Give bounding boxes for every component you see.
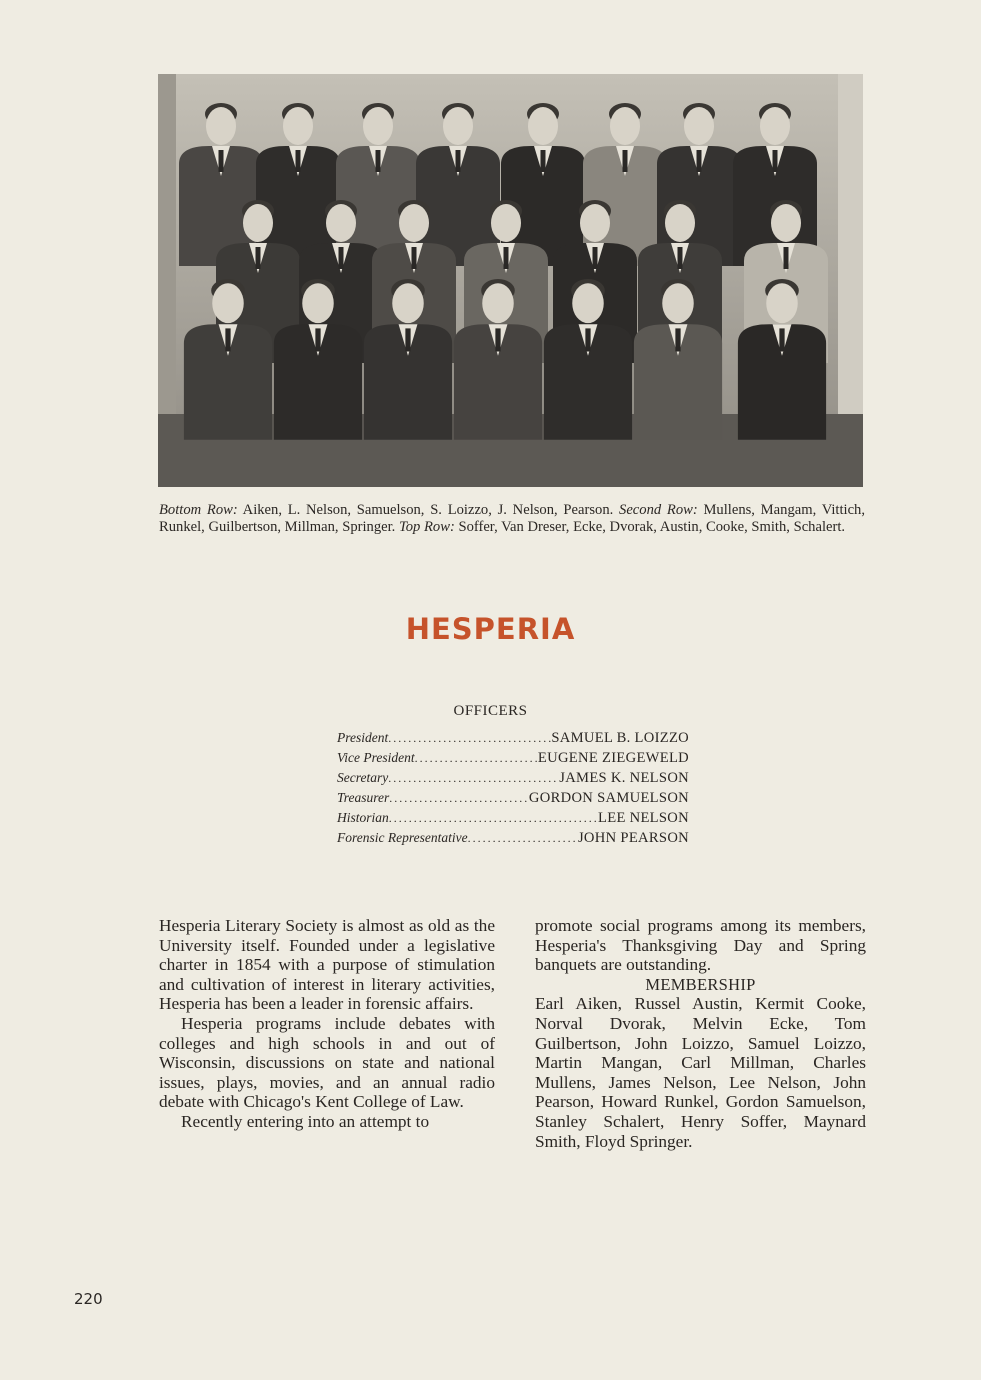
leader-dots <box>415 748 538 768</box>
officer-role: Secretary <box>337 770 389 785</box>
body-paragraph-2: Hesperia programs include debates with colleges and high schools in and out of Wisconsin, discussions on state and national issues, plays, movies, and an annual radio debate with Chicago's Kent College of Law. <box>159 1013 495 1112</box>
bottom-row-label: Bottom Row: <box>159 502 238 518</box>
officer-row <box>337 828 689 848</box>
officer-role: Forensic Representative <box>337 830 468 845</box>
body-right-column <box>535 916 866 1151</box>
officer-name: SAMUEL B. LOIZZO <box>551 730 689 746</box>
second-row-names: Mullens, Mangam, Vittich, Runkel, Guilbertson, Millman, Springer. <box>159 502 865 535</box>
body-paragraph-1: Hesperia Literary Society is almost as old as the University itself. Founded under a legislative charter in 1854 with a purpose of stimulation and cultivation of interest in literary activities, Hesperia has been a leader in forensic affairs. <box>159 916 495 1014</box>
leader-dots <box>468 828 578 848</box>
officer-name: GORDON SAMUELSON <box>528 790 689 806</box>
officer-role: Historian <box>337 810 389 825</box>
leader-dots <box>389 788 529 808</box>
officer-name: EUGENE ZIEGEWELD <box>537 750 689 766</box>
officer-row <box>337 748 689 768</box>
second-row-label: Second Row: <box>619 502 698 518</box>
body-paragraph-3-continued: promote social programs among its members, Hesperia's Thanksgiving Day and Spring banquets are outstanding. <box>535 916 866 975</box>
officer-name: JAMES K. NELSON <box>559 770 689 786</box>
top-row-names: Soffer, Van Dreser, Ecke, Dvorak, Austin, Cooke, Smith, Schalert. <box>454 519 846 535</box>
officer-role: President <box>337 730 389 745</box>
officer-row <box>337 788 689 808</box>
officer-row <box>337 768 689 788</box>
body-paragraph-3: Recently entering into an attempt to <box>181 1111 430 1131</box>
leader-dots <box>388 768 559 788</box>
photo-caption <box>159 502 865 536</box>
officer-name: JOHN PEARSON <box>577 830 689 846</box>
officer-row <box>337 728 689 748</box>
officers-heading: OFFICERS <box>453 703 528 719</box>
page-number: 220 <box>74 1290 103 1308</box>
body-left-column <box>159 916 495 1132</box>
group-photo-illustration <box>158 74 863 487</box>
membership-list: Earl Aiken, Russel Austin, Kermit Cooke, Norval Dvorak, Melvin Ecke, Tom Guilbertson, John Loizzo, Samuel Loizzo, Martin Mangan, Carl Millman, Charles Mullens, James Nelson, Lee Nelson, John Pearson, Howard Runkel, Gordon Samuelson, Stanley Schalert, Henry Soffer, Maynard Smith, Floyd Springer. <box>535 994 866 1151</box>
leader-dots <box>389 808 598 828</box>
page-title: HESPERIA <box>405 612 576 646</box>
officers-list <box>337 728 689 848</box>
leader-dots <box>388 728 551 748</box>
officer-role: Vice President <box>337 750 415 765</box>
membership-heading: MEMBERSHIP <box>645 974 756 994</box>
top-row-label: Top Row: <box>398 519 455 535</box>
officer-row <box>337 808 689 828</box>
officer-role: Treasurer <box>337 790 390 805</box>
bottom-row-names: Aiken, L. Nelson, Samuelson, S. Loizzo, J. Nelson, Pearson. <box>237 502 620 518</box>
officer-name: LEE NELSON <box>598 810 689 826</box>
group-photo <box>158 74 863 487</box>
